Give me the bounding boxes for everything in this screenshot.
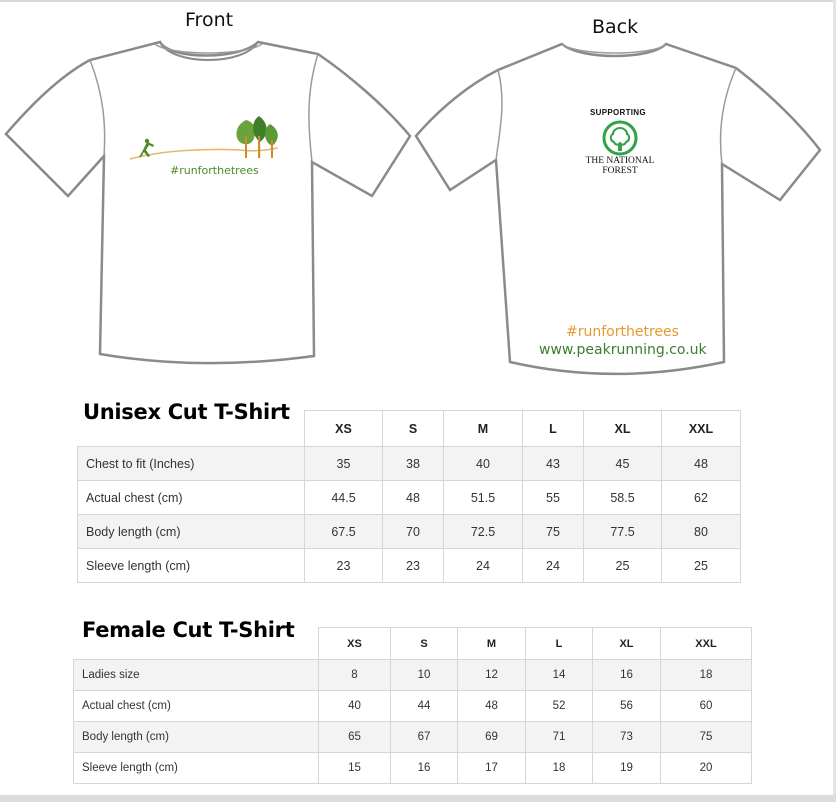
table-cell: 56: [593, 691, 661, 722]
size-header: XXL: [661, 628, 752, 660]
table-cell: 40: [319, 691, 391, 722]
table-cell: 45: [584, 447, 662, 481]
table-cell: 25: [584, 549, 662, 583]
table-row: [78, 549, 741, 583]
row-label: Chest to fit (Inches): [78, 447, 305, 481]
row-label: Sleeve length (cm): [78, 549, 305, 583]
table-cell: 77.5: [584, 515, 662, 549]
female-table-title: Female Cut T-Shirt: [82, 618, 295, 642]
table-cell: 20: [661, 753, 752, 784]
table-cell: 40: [444, 447, 523, 481]
table-cell: 51.5: [444, 481, 523, 515]
table-cell: 24: [444, 549, 523, 583]
table-cell: 58.5: [584, 481, 662, 515]
front-title: Front: [185, 9, 234, 31]
table-cell: 17: [458, 753, 526, 784]
row-label: Actual chest (cm): [78, 481, 305, 515]
table-cell: 19: [593, 753, 661, 784]
size-header: S: [391, 628, 458, 660]
size-header: XS: [305, 411, 383, 447]
front-shirt-outline: [6, 42, 410, 363]
table-cell: 44.5: [305, 481, 383, 515]
table-cell: 67.5: [305, 515, 383, 549]
table-row: [78, 447, 741, 481]
row-label: Body length (cm): [74, 722, 319, 753]
table-cell: 75: [523, 515, 584, 549]
table-cell: 62: [662, 481, 741, 515]
size-header: L: [526, 628, 593, 660]
table-cell: 43: [523, 447, 584, 481]
bottom-border: [0, 795, 836, 802]
row-label: Ladies size: [74, 660, 319, 691]
supporting-label: SUPPORTING: [590, 108, 646, 117]
table-cell: 60: [661, 691, 752, 722]
table-cell: 48: [662, 447, 741, 481]
table-row: [74, 691, 752, 722]
table-cell: 80: [662, 515, 741, 549]
table-cell: 8: [319, 660, 391, 691]
size-header: M: [458, 628, 526, 660]
table-cell: 70: [383, 515, 444, 549]
org-name-line2: FOREST: [602, 166, 638, 176]
table-cell: 65: [319, 722, 391, 753]
table-cell: 25: [662, 549, 741, 583]
table-cell: 23: [305, 549, 383, 583]
table-cell: 10: [391, 660, 458, 691]
top-border: [0, 0, 836, 2]
table-cell: 38: [383, 447, 444, 481]
row-label: Actual chest (cm): [74, 691, 319, 722]
table-row: [74, 660, 752, 691]
table-cell: 73: [593, 722, 661, 753]
table-row: [78, 481, 741, 515]
table-row: [74, 753, 752, 784]
table-cell: 18: [661, 660, 752, 691]
table-cell: 15: [319, 753, 391, 784]
back-website: www.peakrunning.co.uk: [539, 342, 707, 358]
table-cell: 55: [523, 481, 584, 515]
table-cell: 35: [305, 447, 383, 481]
row-label: Body length (cm): [78, 515, 305, 549]
front-tshirt-image: [0, 36, 415, 366]
table-row: [74, 722, 752, 753]
table-cell: 24: [523, 549, 584, 583]
table-cell: 75: [661, 722, 752, 753]
back-title: Back: [592, 16, 639, 38]
table-cell: 44: [391, 691, 458, 722]
size-header: L: [523, 411, 584, 447]
table-cell: 16: [593, 660, 661, 691]
table-cell: 12: [458, 660, 526, 691]
size-header: XS: [319, 628, 391, 660]
size-header: S: [383, 411, 444, 447]
size-header: XL: [584, 411, 662, 447]
female-size-table: [73, 627, 752, 784]
national-forest-name: [570, 156, 670, 176]
front-hashtag: #runforthetrees: [170, 164, 259, 177]
size-header: XXL: [662, 411, 741, 447]
table-cell: 71: [526, 722, 593, 753]
table-cell: 69: [458, 722, 526, 753]
table-cell: 67: [391, 722, 458, 753]
table-cell: 16: [391, 753, 458, 784]
size-header: XL: [593, 628, 661, 660]
table-cell: 23: [383, 549, 444, 583]
table-cell: 52: [526, 691, 593, 722]
table-row: [78, 515, 741, 549]
table-cell: 48: [458, 691, 526, 722]
unisex-size-table: [77, 410, 741, 583]
table-cell: 48: [383, 481, 444, 515]
size-header: M: [444, 411, 523, 447]
back-hashtag: #runforthetrees: [566, 324, 679, 340]
row-label: Sleeve length (cm): [74, 753, 319, 784]
table-cell: 18: [526, 753, 593, 784]
table-cell: 14: [526, 660, 593, 691]
table-cell: 72.5: [444, 515, 523, 549]
unisex-table-title: Unisex Cut T-Shirt: [83, 400, 290, 424]
org-name-line1: THE NATIONAL: [585, 156, 655, 166]
